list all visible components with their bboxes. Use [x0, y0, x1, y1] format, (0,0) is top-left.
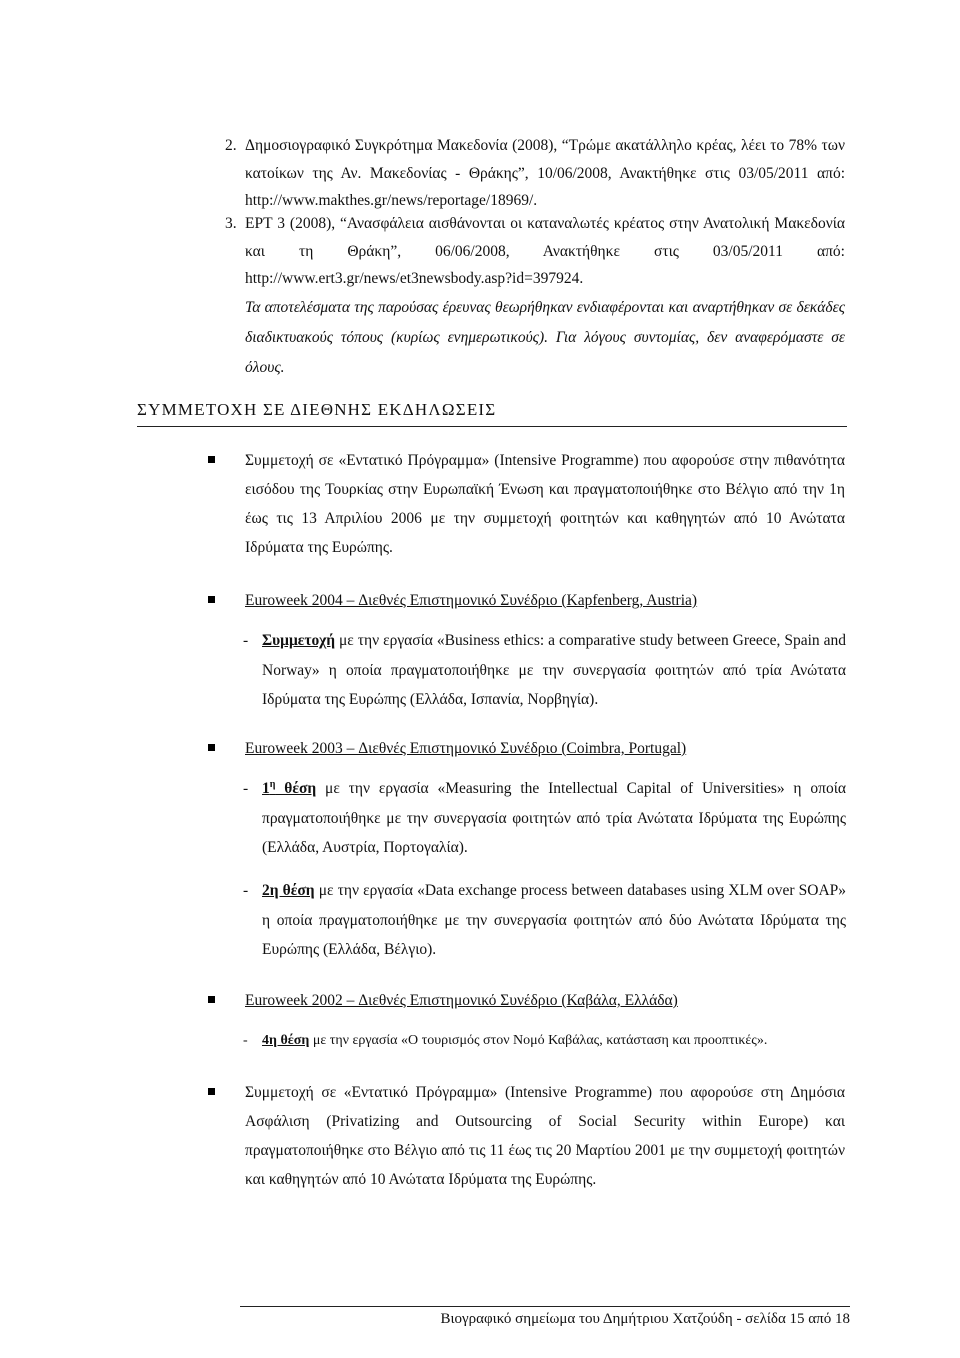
award-entry	[243, 626, 846, 715]
participation-item	[245, 986, 845, 1015]
award-label: 4η θέση	[262, 1033, 310, 1048]
dash-marker: -	[243, 632, 249, 649]
participation-item	[245, 586, 845, 615]
section-heading: ΣΥΜΜΕΤΟΧΗ ΣΕ ΔΙΕΘΝΗΣ ΕΚΔΗΛΩΣΕΙΣ	[137, 400, 847, 427]
note-paragraph: Τα αποτελέσματα της παρούσας έρευνας θεωρήθηκαν ενδιαφέρονται και αναρτήθηκαν σε δεκάδες διαδικτυακούς τόπους (κυρίως ενημερωτικούς). Για λόγους συντομίας, δεν αναφερόμαστε σε όλους.	[245, 299, 845, 376]
award-text: με την εργασία «Data exchange process between databases using XLM over SOAP» η οποία πραγματοποιήθηκε με την συνεργασία φοιτητών από δύο Ανώτατα Ιδρύματα της Ευρώπης (Ελλάδα, Βέλγιο).	[262, 882, 847, 958]
square-bullet-icon	[208, 996, 215, 1003]
square-bullet-icon	[208, 744, 215, 751]
dash-marker: -	[243, 1033, 248, 1048]
reference-text: Δημοσιογραφικό Συγκρότημα Μακεδονία (2008), “Τρώμε ακατάλληλο κρέας, λέει το 78% των κατοίκων της Αν. Μακεδονίας - Θράκης”, 10/06/2008, Ανακτήθηκε στις 03/05/2011 από: http://www.makthes.gr/news/reportage/18969/.	[245, 137, 845, 209]
award-text: με την εργασία «Measuring the Intellectual Capital of Universities» η οποία πραγματοποιήθηκε με την συνεργασία φοιτητών από τρία Ανώτατα Ιδρύματα της Ευρώπης (Ελλάδα, Αυστρία, Πορτογαλία).	[262, 780, 846, 856]
item-text: Συμμετοχή σε «Εντατικό Πρόγραμμα» (Intensive Programme) που αφορούσε στην πιθανότητα εισόδου της Τουρκίας στην Ευρωπαϊκή Ένωση και πραγματοποιήθηκε στο Βέλγιο από την 1η έως τις 13 Απριλίου 2006 με την συμμετοχή φοιτητών και καθηγητών από 10 Ανώτατα Ιδρύματα της Ευρώπης.	[245, 452, 845, 556]
award-label: $1^\eta$ θέση	[262, 778, 317, 797]
reference-text: ΕΡΤ 3 (2008), “Ανασφάλεια αισθάνονται οι καταναλωτές κρέατος στην Ανατολική Μακεδονία και τη Θράκη”, 06/06/2008, Ανακτήθηκε στις 03/05/2011 από: http://www.ert3.gr/news/et3newsbody.asp?id=397924.	[245, 215, 845, 287]
award-entry	[243, 774, 846, 863]
event-title: Euroweek 2004 – Διεθνές Επιστημονικό Συνέδριο (Kapfenberg, Austria)	[245, 592, 698, 609]
award-text: με την εργασία «Business ethics: a comparative study between Greece, Spain and Norway» η οποία πραγματοποιήθηκε με την συνεργασία φοιτητών από τρία Ανώτατα Ιδρύματα της Ευρώπης (Ελλάδα, Ισπανία, Νορβηγία).	[262, 632, 846, 708]
dash-marker: -	[243, 882, 249, 899]
reference-3	[225, 210, 845, 293]
square-bullet-icon	[208, 1088, 215, 1095]
award-label: Συμμετοχή	[262, 632, 336, 649]
participation-item	[245, 1078, 845, 1194]
page-footer: Βιογραφικό σημείωμα του Δημήτριου Χατζούδη - σελίδα 15 από 18	[240, 1306, 850, 1328]
reference-2	[225, 132, 845, 215]
item-text: Συμμετοχή σε «Εντατικό Πρόγραμμα» (Intensive Programme) που αφορούσε στη Δημόσια Ασφάλιση (Privatizing and Outsourcing of Social Security within Europe) και πραγματοποιήθηκε στο Βέλγιο από τις 11 έως τις 20 Μαρτίου 2001 με την συμμετοχή φοιτητών και καθηγητών από 10 Ανώτατα Ιδρύματα της Ευρώπης.	[245, 1084, 845, 1188]
square-bullet-icon	[208, 456, 215, 463]
dash-marker: -	[243, 780, 249, 797]
event-title: Euroweek 2003 – Διεθνές Επιστημονικό Συνέδριο (Coimbra, Portugal)	[245, 740, 687, 757]
award-entry	[243, 1026, 846, 1056]
reference-number: 3.	[225, 215, 237, 232]
participation-item	[245, 734, 845, 763]
event-title: Euroweek 2002 – Διεθνές Επιστημονικό Συνέδριο (Καβάλα, Ελλάδα)	[245, 992, 678, 1009]
award-text: με την εργασία «Ο τουρισμός στον Νομό Καβάλας, κατάσταση και προοπτικές».	[309, 1033, 768, 1048]
award-entry	[243, 876, 847, 965]
participation-item	[245, 446, 845, 562]
square-bullet-icon	[208, 596, 215, 603]
reference-number: 2.	[225, 137, 237, 154]
award-label: 2η θέση	[262, 882, 315, 899]
